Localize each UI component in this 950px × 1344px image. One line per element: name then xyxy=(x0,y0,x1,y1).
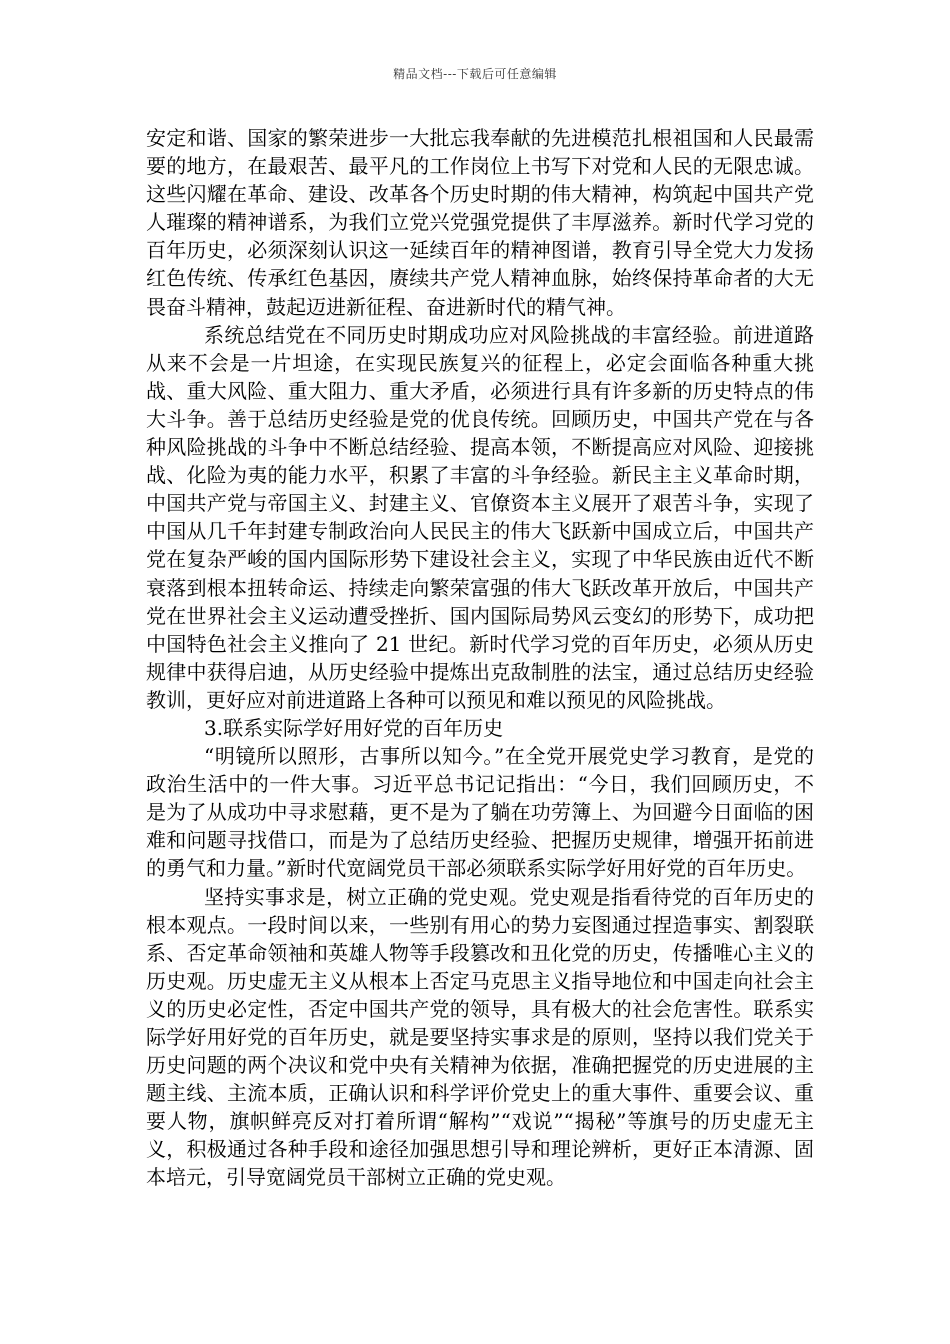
paragraph-risk-experience: 系统总结党在不同历史时期成功应对风险挑战的丰富经验。前进道路从来不会是一片坦途，在实现民族复兴的征程上，必定会面临各种重大挑战、重大风险、重大阻力、重大矛盾，必须进行具有许多新的历史特点的伟大斗争。善于总结历史经验是党的优良传统。回顾历史，中国共产党在与各种风险挑战的斗争中不断总结经验、提高本领，不断提高应对风险、迎接挑战、化险为夷的能力水平，积累了丰富的斗争经验。新民主主义革命时期，中国共产党与帝国主义、封建主义、官僚资本主义展开了艰苦斗争，实现了中国从几千年封建专制政治向人民民主的伟大飞跃新中国成立后，中国共产党在复杂严峻的国内国际形势下建设社会主义，实现了中华民族由近代不断衰落到根本扭转命运、持续走向繁荣富强的伟大飞跃改革开放后，中国共产党在世界社会主义运动遭受挫折、国内国际局势风云变幻的形势下，成功把中国特色社会主义推向了 21 世纪。新时代学习党的百年历史，必须从历史规律中获得启迪，从历史经验中提炼出克敌制胜的法宝，通过总结历史经验教训，更好应对前进道路上各种可以预见和难以预见的风险挑战。 xyxy=(146,322,814,712)
paragraph-continuation: 安定和谐、国家的繁荣进步一大批忘我奉献的先进模范扎根祖国和人民最需要的地方，在最艰苦、最平凡的工作岗位上书写下对党和人民的无限忠诚。这些闪耀在革命、建设、改革各个历史时期的伟大精神，构筑起中国共产党人璀璨的精神谱系，为我们立党兴党强党提供了丰厚滋养。新时代学习党的百年历史，必须深刻认识这一延续百年的精神图谱，教育引导全党大力发扬红色传统、传承红色基因，赓续共产党人精神血脉，始终保持革命者的大无畏奋斗精神，鼓起迈进新征程、奋进新时代的精气神。 xyxy=(146,126,814,319)
section-heading: 3.联系实际学好用好党的百年历史 xyxy=(204,715,504,740)
paragraph-party-history-view: 坚持实事求是，树立正确的党史观。党史观是指看待党的百年历史的根本观点。一段时间以来，一些别有用心的势力妄图通过捏造事实、割裂联系、否定革命领袖和英雄人物等手段篡改和丑化党的历史，传播唯心主义的历史观。历史虚无主义从根本上否定马克思主义指导地位和中国走向社会主义的历史必定性，否定中国共产党的领导，具有极大的社会危害性。联系实际学好用好党的百年历史，就是要坚持实事求是的原则，坚持以我们党关于历史问题的两个决议和党中央有关精神为依据，准确把握党的历史进展的主题主线、主流本质，正确认识和科学评价党史上的重大事件、重要会议、重要人物，旗帜鲜亮反对打着所谓“解构”“戏说”“揭秘”等旗号的历史虚无主义，积极通过各种手段和途径加强思想引导和理论辨析，更好正本清源、固本培元，引导宽阔党员干部树立正确的党史观。 xyxy=(146,884,814,1190)
page-header: 精品文档---下载后可任意编辑 xyxy=(393,67,557,81)
paragraph-quote: “明镜所以照形，古事所以知今。”在全党开展党史学习教育，是党的政治生活中的一件大事。习近平总书记记指出：“今日，我们回顾历史，不是为了从成功中寻求慰藉，更不是为了躺在功劳簿上、为回避今日面临的困难和问题寻找借口，而是为了总结历史经验、把握历史规律，增强开拓前进的勇气和力量。”新时代宽阔党员干部必须联系实际学好用好党的百年历史。 xyxy=(146,744,814,881)
document-body xyxy=(146,124,814,1192)
